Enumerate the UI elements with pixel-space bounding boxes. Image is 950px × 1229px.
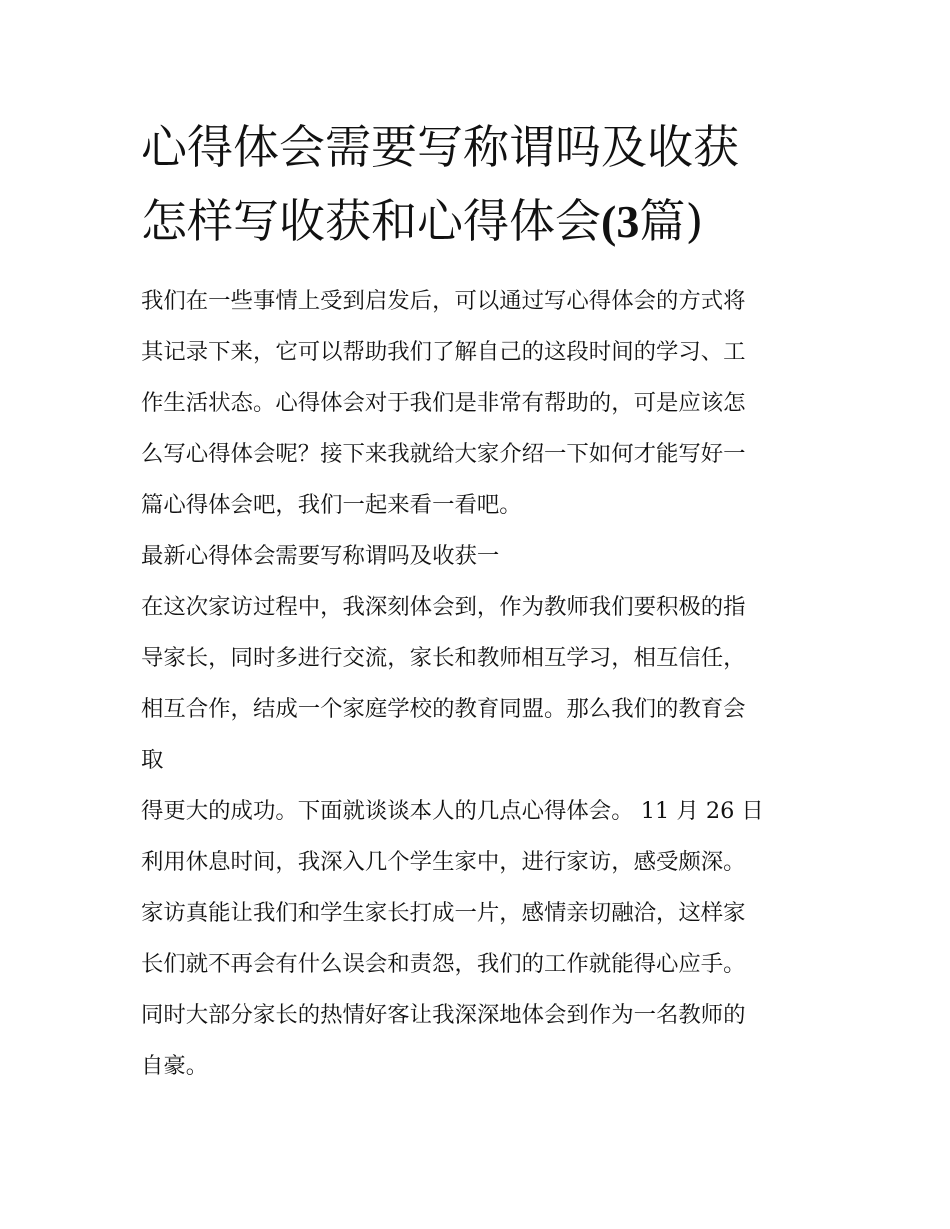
body-line: 取 [141, 747, 164, 773]
body-line: 长们就不再会有什么误会和责怨，我们的工作就能得心应手。 [141, 951, 746, 977]
body-line: 利用休息时间，我深入几个学生家中，进行家访，感受颇深。 [141, 849, 746, 875]
title-line-2-suffix: 篇) [639, 194, 704, 248]
body-line: 导家长，同时多进行交流，家长和教师相互学习，相互信任， [141, 645, 746, 671]
body-line: 自豪。 [141, 1053, 209, 1079]
body-line: 我们在一些事情上受到启发后，可以通过写心得体会的方式将 [141, 288, 746, 314]
title-line-2-prefix: 怎样写收获和心得体会 [141, 194, 601, 248]
section-heading: 最新心得体会需要写称谓吗及收获一 [141, 543, 500, 569]
body-line: 得更大的成功。下面就谈谈本人的几点心得体会。 11 月 26 日 [141, 798, 764, 824]
title-line-1: 心得体会需要写称谓吗及收获 [141, 120, 739, 174]
title-line-2 [141, 184, 821, 258]
body-line: 相互合作，结成一个家庭学校的教育同盟。那么我们的教育会 [141, 696, 746, 722]
document-body [141, 276, 821, 1092]
body-line: 在这次家访过程中，我深刻体会到，作为教师我们要积极的指 [141, 594, 746, 620]
document-title [141, 110, 821, 258]
body-line: 篇心得体会吧，我们一起来看一看吧。 [141, 492, 522, 518]
body-line: 家访真能让我们和学生家长打成一片，感情亲切融洽，这样家 [141, 900, 746, 926]
body-line: 其记录下来，它可以帮助我们了解自己的这段时间的学习、工 [141, 339, 746, 365]
title-line-2-number: (3 [601, 196, 640, 247]
body-line: 作生活状态。心得体会对于我们是非常有帮助的，可是应该怎 [141, 390, 746, 416]
body-line: 么写心得体会呢？接下来我就给大家介绍一下如何才能写好一 [141, 441, 746, 467]
body-line: 同时大部分家长的热情好客让我深深地体会到作为一名教师的 [141, 1002, 746, 1028]
